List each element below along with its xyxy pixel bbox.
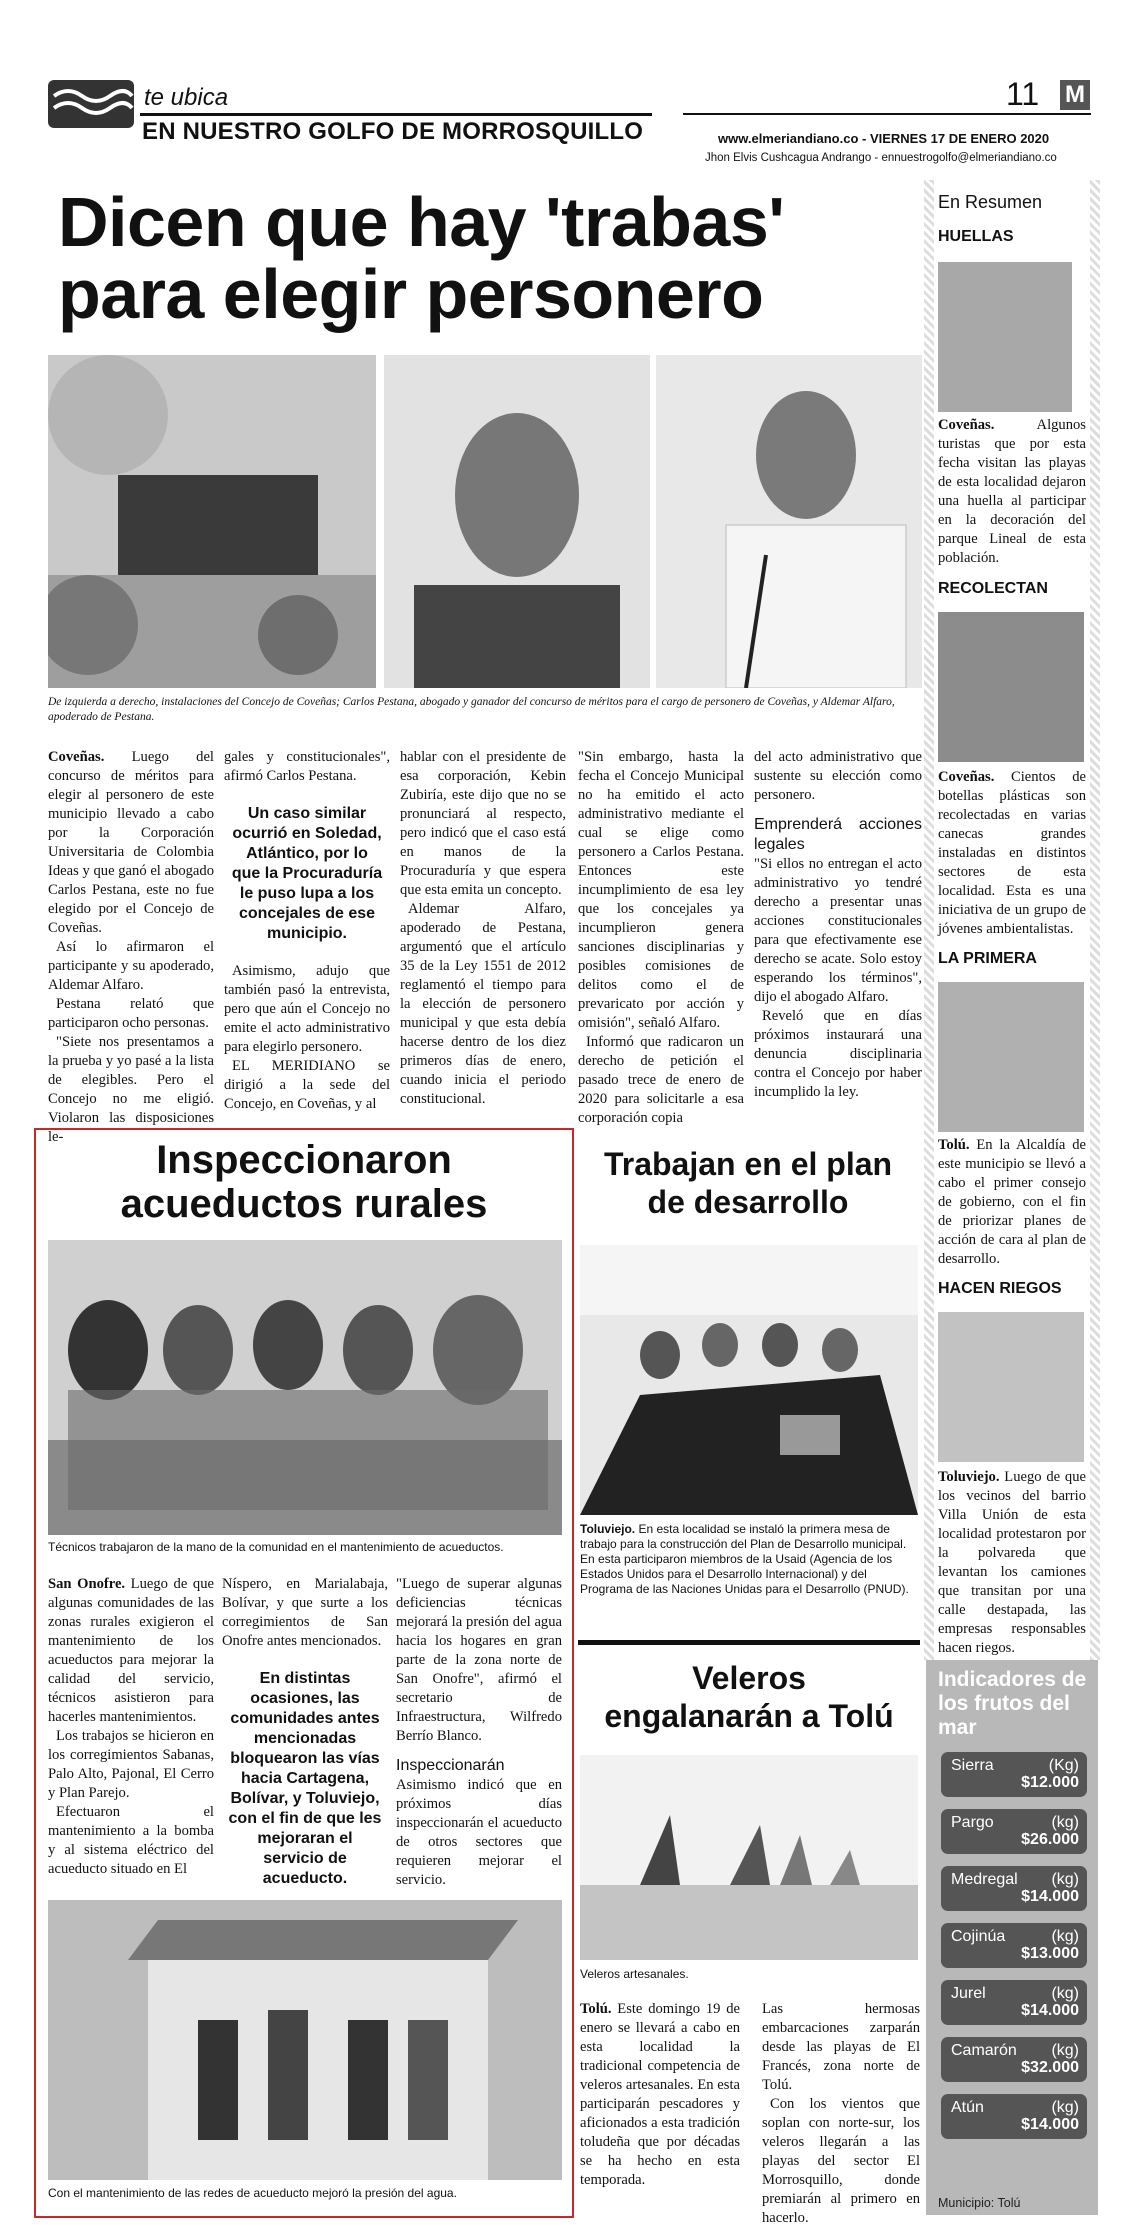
veleros-headline-line1: Veleros xyxy=(692,1660,806,1696)
sidebar-pattern-left xyxy=(924,180,934,1660)
sidebar-item-heading-recolectan: RECOLECTAN xyxy=(938,580,1048,597)
indicator-medregal: Medregal (kg) $14.000 xyxy=(941,1866,1087,1911)
indicator-camaron: Camarón (kg) $32.000 xyxy=(941,2037,1087,2082)
indicator-atun: Atún (kg) $14.000 xyxy=(941,2094,1087,2139)
masthead-letter: M xyxy=(1065,81,1085,108)
indicator-cojinua: Cojinúa (kg) $13.000 xyxy=(941,1923,1087,1968)
indicator-jurel: Jurel (kg) $14.000 xyxy=(941,1980,1087,2025)
acueductos-dateline: San Onofre. xyxy=(48,1576,126,1592)
acueductos-col-3: "Luego de superar algunas deficiencias técnicas mejorará la presión del agua hacia los hogares en gran parte de la zona norte de San Onofre", afirmó el secretario de Infraestructura, Wilfredo Berrío Blanco. Inspeccionarán Asimismo indicó que en próximos días inspeccionarán el acueducto de otros sectores que requieren mejorar el servicio. xyxy=(396,1576,562,1888)
sidebar-item-text-hacen-riegos: Toluviejo. Luego de que los vecinos del barrio Villa Unión de esta localidad protestaron por la polvareda que levantan los camiones que transitan por una calle destapada, las empresas responsables hacen riegos. xyxy=(938,1469,1086,1656)
masthead-logo xyxy=(1060,80,1090,110)
waves-icon xyxy=(48,80,134,128)
acueductos-headline-line1: Inspeccionaron xyxy=(156,1138,452,1182)
sidebar-item-heading-hacen-riegos: HACEN RIEGOS xyxy=(938,1280,1062,1297)
concejo-building-photo xyxy=(48,355,376,688)
main-photo-caption: De izquierda a derecho, instalaciones del Concejo de Coveñas; Carlos Pestana, abogado y ganador del concurso de méritos para el cargo de personero de Coveñas, y Aldemar Alfaro, apoderado de Pestana. xyxy=(48,696,895,723)
acueductos-caption-2: Con el mantenimiento de las redes de acueducto mejoró la presión del agua. xyxy=(48,2186,457,2200)
indicators-title: Indicadores de los frutos del mar xyxy=(938,1668,1087,1739)
acueductos-col-2: Níspero, en Marialabaja, Bolívar, y que surte a los corregimientos de San Onofre antes mencionados. En distintas ocasiones, las comunidades antes mencionadas bloquearon las vías hacia Cartagena, Bolívar, y Toluviejo, con el fin de que les mejoraran el servicio de acueducto. xyxy=(222,1576,388,1887)
main-pull-quote: Un caso similar ocurrió en Soledad, Atlántico, por lo que la Procuraduría le puso lupa a los concejales de ese municipio. xyxy=(231,805,383,942)
acueductos-pull-quote: En distintas ocasiones, las comunidades antes mencionadas bloquearon las vías hacia Cartagena, Bolívar, y Toluviejo, con el fin de que les mejoraran el servicio de acueducto. xyxy=(228,1670,382,1887)
main-col-2: gales y constitucionales", afirmó Carlos Pestana. Un caso similar ocurrió en Soledad, Atlántico, por lo que la Procuraduría le puso lupa a los concejales de ese municipio. Asimismo, adujo que también pasó la entrevista, pero que aún el Concejo no emite el acto administrativo para elegirlo personero. EL MERIDIANO se dirigió a la sede del Concejo, en Coveñas, y al xyxy=(224,749,390,1112)
veleros-col-1: Tolú. Este domingo 19 de enero se llevará a cabo en esta localidad la tradicional competencia de veleros artesanales. En esta participarán pescadores y aficionados a esta tradición toludeña que por décadas se ha hecho en esta temporada. xyxy=(580,2001,740,2188)
huellas-photo xyxy=(938,262,1072,412)
section-small: te ubica xyxy=(144,84,229,111)
plan-meeting-photo xyxy=(580,1245,918,1515)
main-subhead: Emprenderá acciones legales xyxy=(754,816,922,853)
acueductos-workers-photo xyxy=(48,1240,562,1535)
indicator-pargo: Pargo (kg) $26.000 xyxy=(941,1809,1087,1854)
veleros-photo xyxy=(580,1755,918,1960)
acueductos-caption-1: Técnicos trabajaron de la mano de la comunidad en el mantenimiento de acueductos. xyxy=(48,1540,504,1554)
la-primera-photo xyxy=(938,982,1084,1132)
veleros-col-2: Las hermosas embarcaciones zarparán desde las playas de El Francés, zona norte de Tolú. Con los vientos que soplan con norte-sur, los veleros llegarán a las playas del sector El Morrosquillo, donde premiarán al primero en hacerlo. xyxy=(762,2001,920,2226)
aldemar-alfaro-photo xyxy=(656,355,922,688)
plan-caption-dateline: Toluviejo. xyxy=(580,1522,636,1536)
acueductos-col-1: San Onofre. Luego de que algunas comunidades de las zonas rurales exigieron el mantenimiento de los acueductos para mejorar la calidad del servicio, técnicos asistieron para hacerles mantenimientos. Los trabajos se hicieron en los corregimientos Sabanas, Palo Alto, Pajonal, El Cerro y Plan Parejo. Efectuaron el mantenimiento a la bomba y al sistema eléctrico del acueducto situado en El xyxy=(48,1576,214,1877)
main-col-3: hablar con el presidente de esa corporación, Kebin Zubiría, este dijo que no se pronunciará al respecto, pero indicó que el caso está en manos de la Procuraduría y que espera que esta emita un concepto. Aldemar Alfaro, apoderado de Pestana, argumentó que el artículo 35 de la Ley 1551 de 2012 reglamentó el tiempo para la elección de personero municipal y que esta debía hacerse dentro de los diez primeros días de enero, cuando inicia el periodo constitucional. xyxy=(400,749,566,1107)
plan-headline-line1: Trabajan en el plan xyxy=(603,1146,893,1182)
plan-headline-line2: de desarrollo xyxy=(647,1184,849,1220)
hacen-riegos-photo xyxy=(938,1312,1084,1462)
carlos-pestana-photo xyxy=(384,355,650,688)
acueductos-headline-line2: acueductos rurales xyxy=(120,1182,488,1226)
page-number: 11 xyxy=(1006,76,1040,112)
section-title: EN NUESTRO GOLFO DE MORROSQUILLO xyxy=(142,118,644,145)
main-headline-line1: Dicen que hay 'trabas' xyxy=(58,183,785,261)
section-logo xyxy=(48,80,134,128)
section-title-rule xyxy=(140,113,652,116)
indicators-footer: Municipio: Tolú xyxy=(938,2196,1021,2210)
main-dateline: Coveñas. xyxy=(48,749,105,765)
veleros-caption: Veleros artesanales. xyxy=(580,1967,689,1981)
sidebar-pattern-right xyxy=(1090,180,1100,1660)
sidebar-item-heading-huellas: HUELLAS xyxy=(938,228,1014,245)
sidebar-item-text-la-primera: Tolú. En la Alcaldía de este municipio se llevó a cabo el primer consejo de gobierno, con el fin de priorizar planes de acción de cara al plan de desarrollo. xyxy=(938,1137,1086,1267)
plan-divider xyxy=(578,1640,920,1645)
veleros-dateline: Tolú. xyxy=(580,2001,612,2017)
sidebar-item-heading-la-primera: LA PRIMERA xyxy=(938,950,1037,967)
sidebar-item-text-recolectan: Coveñas. Cientos de botellas plásticas son recolectadas en varias canecas grandes instaladas en distintos sectores de esta localidad. Esta es una iniciativa de un grupo de jóvenes ambientalistas. xyxy=(938,769,1086,937)
main-col-4: "Sin embargo, hasta la fecha el Concejo Municipal no ha emitido el acto administrativo mediante el cual se elige como personero a Carlos Pestana. Entonces este incumplimiento de esa ley que los concejales ya incumplieron genera sanciones disciplinarias y posibles comisiones de delitos como el de prevaricato por acción y omisión", señaló Alfaro. Informó que radicaron un derecho de petición el pasado trece de enero de 2020 para solicitarle a esa corporación copia xyxy=(578,749,744,1126)
plan-caption: Toluviejo. En esta localidad se instaló la primera mesa de trabajo para la construcción del Plan de Desarrollo municipal. En esta participaron miembros de la Usaid (Agencia de los Estados Unidos para el Desarrollo Internacional) y del Programa de las Naciones Unidas para el Desarrollo (PNUD). xyxy=(580,1522,909,1596)
acueductos-subhead: Inspeccionarán xyxy=(396,1757,505,1774)
byline: Jhon Elvis Cushcagua Andrango - ennuestrogolfo@elmeriandiano.co xyxy=(705,152,1057,164)
veleros-headline-line2: engalanarán a Tolú xyxy=(604,1698,894,1734)
sidebar-title: En Resumen xyxy=(938,192,1043,212)
recolectan-photo xyxy=(938,612,1084,762)
acueductos-pump-house-photo xyxy=(48,1900,562,2180)
site-date: www.elmeriandiano.co - VIERNES 17 DE ENERO 2020 xyxy=(718,131,1050,146)
sidebar-item-text-huellas: Coveñas. Algunos turistas que por esta fecha visitan las playas de esta localidad dejaron una huella al participar en la decoración del parque Lineal de esta población. xyxy=(938,417,1086,566)
main-headline-line2: para elegir personero xyxy=(58,255,764,333)
main-col-5: del acto administrativo que sustente su elección como personero. Emprenderá acciones legales "Si ellos no entregan el acto administrativo yo tendré derecho a presentar unas acciones constitucionales para que efectivamente ese derecho se acate. Solo estoy esperando los términos", dijo el abogado Alfaro. Reveló que en días próximos instaurará una denuncia disciplinaria contra el Concejo por haber incumplido la ley. xyxy=(754,749,922,1100)
header-right-rule xyxy=(683,113,1091,115)
indicator-sierra: Sierra (Kg) $12.000 xyxy=(941,1752,1087,1797)
main-col-1: Coveñas. Luego del concurso de méritos para elegir al personero de este municipio llevado a cabo por la Corporación Universitaria de Colombia Ideas y que ganó el abogado Carlos Pestana, este no fue elegido por el Concejo de Coveñas. Así lo afirmaron el participante y su apoderado, Aldemar Alfaro. Pestana relató que participaron ocho personas. "Siete nos presentamos a la prueba y yo pasé a la lista de elegibles. Pero el Concejo no me eligió. Violaron las disposiciones le- xyxy=(48,749,214,1145)
